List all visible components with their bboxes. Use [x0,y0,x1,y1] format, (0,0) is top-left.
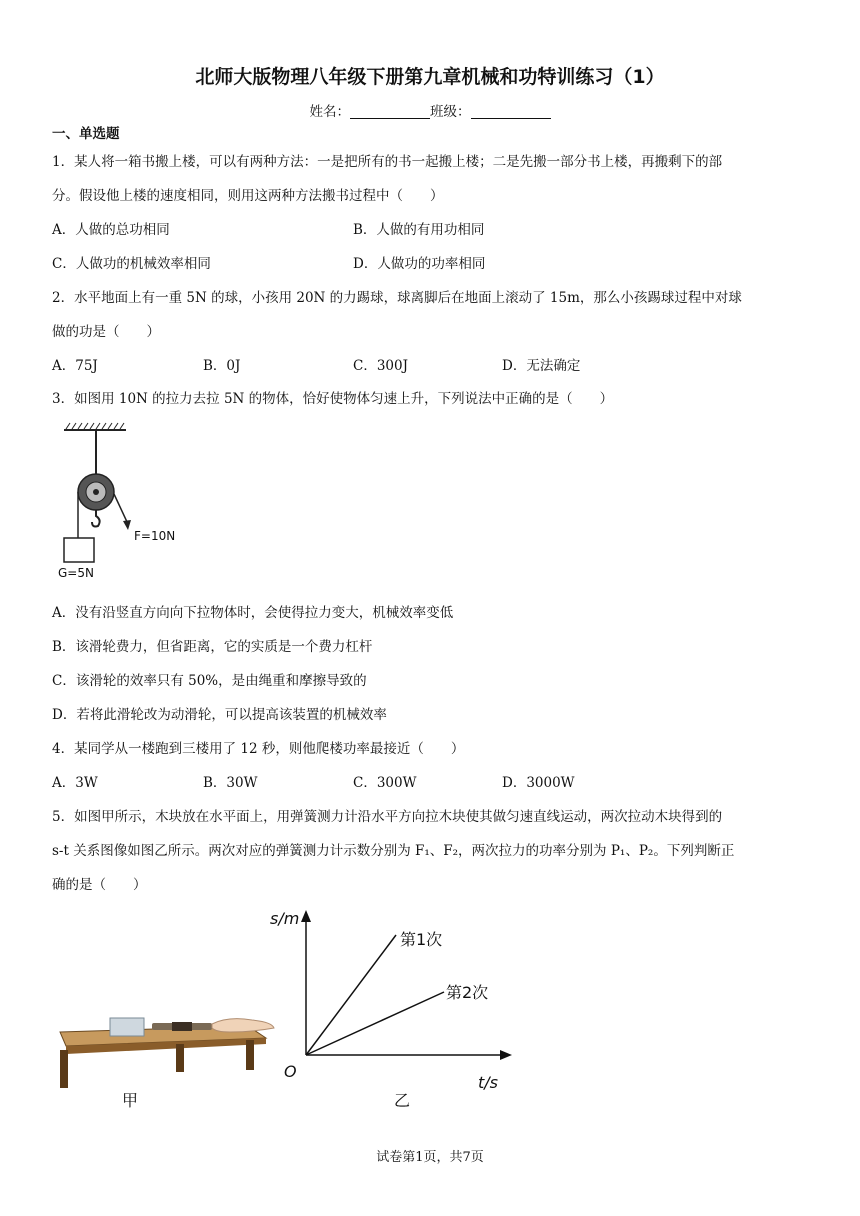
weight-label: G=5N [58,566,94,580]
s-t-graph [266,900,536,1110]
q4-option-d: D．3000W [502,775,575,791]
page-title: 北师大版物理八年级下册第九章机械和功特训练习（1） [195,66,665,88]
q2-option-d: D．无法确定 [502,358,581,374]
q4-stem-line1: 4．某同学从一楼跑到三楼用了 12 秒，则他爬楼功率最接近（ ） [52,741,465,757]
q5-stem-line2: s-t 关系图像如图乙所示。两次对应的弹簧测力计示数分别为 F₁、F₂，两次拉力的功率分别为 P₁、P₂。下列判断正 [52,843,735,859]
q3-option-a: A．没有沿竖直方向向下拉物体时，会使得拉力变大，机械效率变低 [52,605,454,621]
q3-option-c: C．该滑轮的效率只有 50%，是由绳重和摩擦导致的 [52,673,367,689]
section-heading: 一、单选题 [52,126,120,142]
origin-label: O [284,1062,297,1081]
q1-stem-line2: 分。假设他上楼的速度相同，则用这两种方法搬书过程中（ ） [52,188,444,204]
series-2-line [306,992,444,1055]
pulley-figure [56,420,196,582]
q1-option-c: C．人做功的机械效率相同 [52,256,211,272]
name-blank[interactable] [350,104,430,119]
q1-option-d: D．人做功的功率相同 [353,256,486,272]
x-axis-label: t/s [478,1073,498,1092]
q5-stem-line3: 确的是（ ） [52,877,147,893]
q3-option-b: B．该滑轮费力，但省距离，它的实质是一个费力杠杆 [52,639,373,655]
q5-stem-line1: 5．如图甲所示，木块放在水平面上，用弹簧测力计沿水平方向拉木块使其做匀速直线运动，两次拉动木块得到的 [52,809,723,825]
name-label: 姓名： [309,104,350,120]
q2-stem-line1: 2．水平地面上有一重 5N 的球，小孩用 20N 的力踢球，球离脚后在地面上滚动了 15m，那么小孩踢球过程中对球 [52,290,742,306]
series-1-line [306,935,396,1055]
q2-option-a: A．75J [52,358,98,374]
y-axis-label: s/m [270,909,300,928]
table-spring-scale-figure [52,1010,292,1110]
q2-option-b: B．0J [203,358,241,374]
series-2-label: 第2次 [446,983,489,1002]
q2-option-c: C．300J [353,358,409,374]
page-footer: 试卷第1页，共7页 [376,1150,484,1165]
figure-yi-caption: 乙 [394,1091,411,1110]
figure-jia-caption: 甲 [122,1091,139,1110]
series-1-label: 第1次 [400,930,443,949]
force-label: F=10N [134,529,176,543]
q4-option-a: A．3W [52,775,98,791]
class-label: 班级： [430,104,471,120]
q3-stem-line1: 3．如图用 10N 的拉力去拉 5N 的物体，恰好使物体匀速上升，下列说法中正确的是（ ） [52,391,614,407]
q2-stem-line2: 做的功是（ ） [52,324,160,340]
q4-option-b: B．30W [203,775,258,791]
q3-option-d: D．若将此滑轮改为动滑轮，可以提高该装置的机械效率 [52,707,387,723]
q1-option-a: A．人做的总功相同 [52,222,170,238]
student-info-line [0,100,860,120]
q4-option-c: C．300W [353,775,417,791]
q1-option-b: B．人做的有用功相同 [353,222,485,238]
q1-stem-line1: 1．某人将一箱书搬上楼，可以有两种方法：一是把所有的书一起搬上楼；二是先搬一部分书上楼，再搬剩下的部 [52,154,723,170]
class-blank[interactable] [471,104,551,119]
